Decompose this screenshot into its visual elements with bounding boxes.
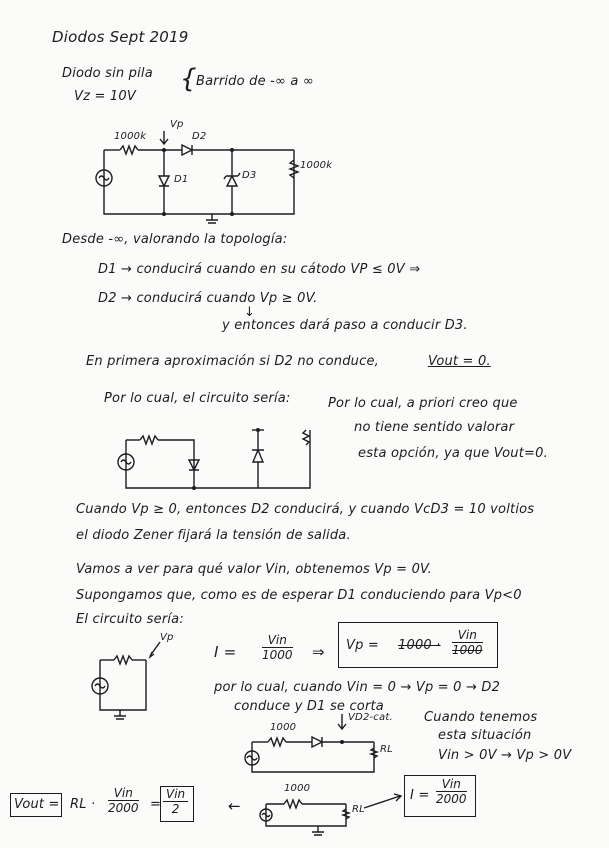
d2-condition-line: D2 → conducirá cuando Vp ≥ 0V. [98, 291, 318, 306]
eq-vp-denominator: 1000 [452, 643, 483, 657]
circuit4-r-label: 1000 [270, 722, 297, 733]
eq-i-lhs: I = [214, 643, 237, 661]
circuit1-d3-label: D3 [242, 170, 257, 181]
eq-i2-numerator: Vin [436, 777, 467, 792]
eq-vp-lhs: Vp = [346, 638, 379, 653]
down-arrow: ↓ [244, 305, 256, 320]
side-note-2b: esta situación [438, 728, 532, 743]
side-note-2c: Vin > 0V → Vp > 0V [438, 748, 572, 763]
so-circuit-line: Por lo cual, el circuito sería: [104, 391, 291, 406]
eq-vp-mid: 1000 · [398, 638, 441, 653]
eq-i2-lhs: I = [410, 788, 430, 803]
circuit1-vp-label: Vp [170, 119, 184, 130]
circuit1-r2-label: 1000k [300, 160, 333, 171]
circuit4-vd2-label: VD2-cat. [348, 712, 393, 723]
circuit1-d2-label: D2 [192, 131, 207, 142]
zener-line: el diodo Zener fijará la tensión de salida. [76, 528, 351, 543]
conducts-line: conduce y D1 se corta [234, 699, 384, 714]
eq-vout-mid: RL · [70, 797, 96, 812]
vout-zero: Vout = 0. [428, 354, 491, 369]
circuit1-d1-label: D1 [174, 174, 189, 185]
arrow-left: ← [228, 797, 241, 815]
circuit4-rl-label: RL [380, 744, 393, 755]
therefore-line: por lo cual, cuando Vin = 0 → Vp = 0 → D2 [214, 680, 501, 695]
circuit5-r-label: 1000 [284, 783, 311, 794]
eq-vout-num1: Vin [108, 786, 139, 801]
eq-vout-den2: 2 [171, 802, 180, 816]
then-line: y entonces dará paso a conducir D3. [222, 318, 468, 333]
ideal-diode-line: Diodo sin pila [62, 66, 153, 81]
circuit5-rl-label: RL [352, 804, 365, 815]
eq-i-denominator: 1000 [262, 648, 293, 662]
arrow-right: ⇒ [312, 643, 325, 661]
d1-condition-line: D1 → conducirá cuando en su cátodo VP ≤ 0V ⇒ [98, 262, 421, 277]
first-approx-line: En primera aproximación si D2 no conduce, [86, 354, 380, 369]
eq-i-numerator: Vin [262, 633, 293, 648]
side-note-1a: Por lo cual, a priori creo que [328, 396, 518, 411]
suppose-line: Supongamos que, como es de esperar D1 conduciendo para Vp<0 [76, 588, 522, 603]
lets-see-line: Vamos a ver para qué valor Vin, obtenemos Vp = 0V. [76, 562, 432, 577]
eq-vout-num2: Vin [163, 787, 188, 802]
topology-line: Desde -∞, valorando la topología: [62, 232, 288, 247]
eq-vout-lhs: Vout = [14, 797, 60, 812]
circuit3-vp-label: Vp [160, 632, 174, 643]
eq-vp-numerator: Vin [452, 628, 483, 643]
when-line: Cuando Vp ≥ 0, entonces D2 conducirá, y cuando VcD3 = 10 voltios [76, 502, 535, 517]
eq-vout-equals: = [150, 797, 162, 812]
circuit-would-be-line: El circuito sería: [76, 612, 184, 627]
brace: { [180, 64, 197, 94]
side-note-1b: no tiene sentido valorar [354, 420, 515, 435]
eq-i2-denominator: 2000 [436, 792, 467, 806]
eq-vout-den1: 2000 [108, 801, 139, 815]
sweep-line: Barrido de -∞ a ∞ [196, 74, 314, 89]
circuit1-r1-label: 1000k [114, 131, 147, 142]
side-note-1c: esta opción, ya que Vout=0. [358, 446, 548, 461]
zener-voltage-line: Vz = 10V [74, 89, 136, 104]
side-note-2a: Cuando tenemos [424, 710, 538, 725]
page-title: Diodos Sept 2019 [52, 28, 189, 46]
